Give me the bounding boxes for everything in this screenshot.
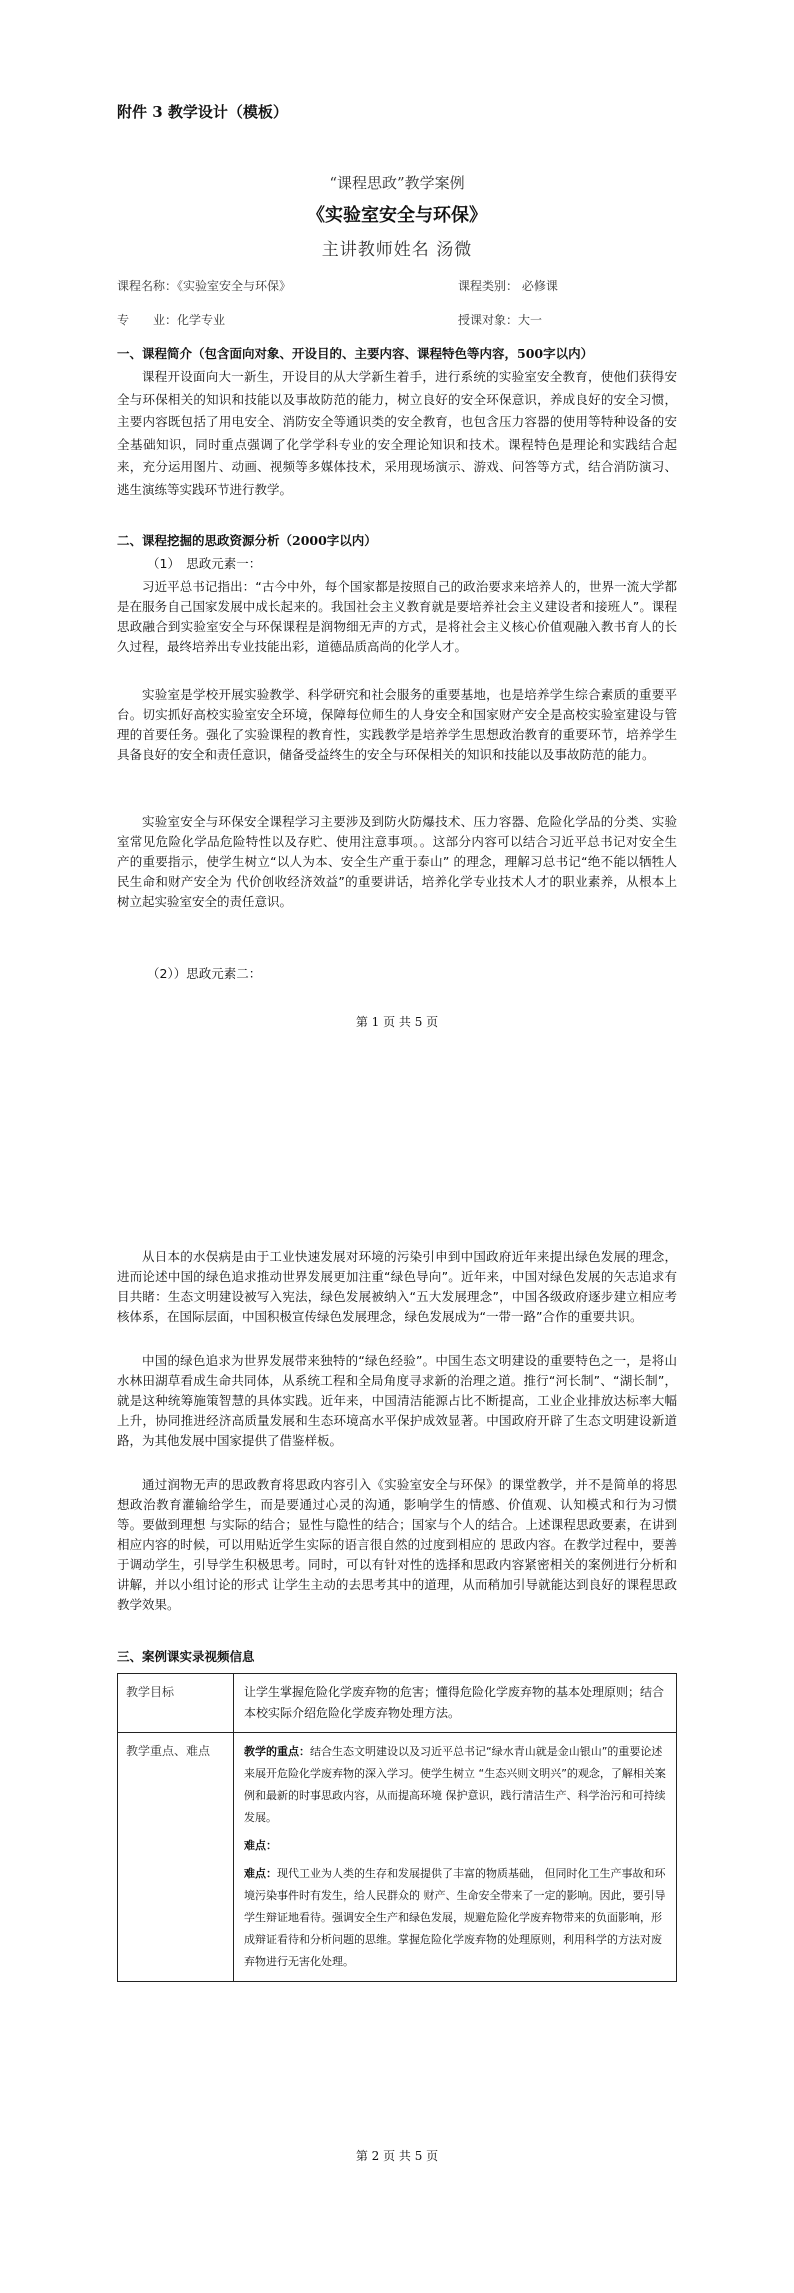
table-row [118, 1674, 677, 1733]
element-1-label: （1） 思政元素一： [147, 556, 262, 571]
page2-para-3: 通过润物无声的思政教育将思政内容引入《实验室安全与环保》的课堂教学，并不是简单的将思想政治教育灌输给学生，而是要通过心灵的沟通，影响学生的情感、价值观、认知模式和行为习惯等。要做到理想 与实际的结合；显性与隐性的结合；国家与个人的结合。上述课程思政要素，在讲到相应内容的时候，可以用贴近学生实际的语言很自然的过度到相应的 思政内容。在教学过程中，要善于调动学生，引导学生积极思考。同时，可以有针对性的选择和思政内容紧密相关的案例进行分析和讲解，并以小组讨论的形式 让学生主动的去思考其中的道理，从而稍加引导就能达到良好的课程思政教学效果。 [117, 1477, 677, 1612]
element-1-para-1: 习近平总书记指出：“古今中外，每个国家都是按照自己的政治要求来培养人的，世界一流大学都是在服务自己国家发展中成长起来的。我国社会主义教育就是要培养社会主义建设者和接班人”。课程思政融合到实验室安全与环保课程是润物细无声的方式，是将社会主义核心价值观融入教书育人的长久过程，最终培养出专业技能出彩，道德品质高尚的化学人才。 [117, 579, 677, 654]
focus-text: 结合生态文明建设以及习近平总书记“绿水青山就是金山银山”的重要论述来展开危险化学废弃物的深入学习。使学生树立 “生态兴则文明兴”的观念，了解相关案例和最新的时事思政内容，从而提高环境 保护意识，践行清洁生产、科学治污和可持续发展。 [244, 1745, 666, 1824]
teaching-goal-label: 教学目标 [118, 1674, 234, 1733]
course-title: 《实验室安全与环保》 [307, 205, 487, 226]
page-1-footer: 第 1 页 共 5 页 [355, 1015, 439, 1029]
focus-difficulty-label: 教学重点、难点 [118, 1733, 234, 1982]
course-intro-text: 课程开设面向大一新生，开设目的从大学新生着手，进行系统的实验室安全教育，使他们获得安全与环保相关的知识和技能以及事故防范的能力，树立良好的安全环保意识，养成良好的安全习惯，主要内容既包括了用电安全、消防安全等通识类的安全教育，也包含压力容器的使用等特种设备的安全基础知识，同时重点强调了化学学科专业的安全理论知识和技术。课程特色是理论和实践结合起来，充分运用图片、动画、视频等多媒体技术，采用现场演示、游戏、问答等方式，结合消防演习、逃生演练等实践环节进行教学。 [117, 369, 677, 497]
course-type: 课程类别： 必修课 [458, 279, 558, 293]
element-1-para-2: 实验室是学校开展实验教学、科学研究和社会服务的重要基地，也是培养学生综合素质的重要平台。切实抓好高校实验室安全环境，保障每位师生的人身安全和国家财产安全是高校实验室建设与管理的首要任务。强化了实验课程的教育性，实践教学是培养学生思想政治教育的重要环节，培养学生具备良好的安全和责任意识，储备受益终生的安全与环保相关的知识和技能以及事故防范的能力。 [117, 687, 677, 762]
course-name: 课程名称：《实验室安全与环保》 [117, 279, 292, 293]
attachment-heading: 附件 3 教学设计（模板） [117, 103, 288, 121]
case-subtitle: “课程思政”教学案例 [329, 174, 465, 192]
page2-para-2: 中国的绿色追求为世界发展带来独特的“绿色经验”。中国生态文明建设的重要特色之一，是将山水林田湖草看成生命共同体，从系统工程和全局角度寻求新的治理之道。推行“河长制”、“湖长制”，就是这种统筹施策智慧的具体实践。近年来，中国清洁能源占比不断提高，工业企业排放达标率大幅上升，协同推进经济高质量发展和生态环境高水平保护成效显著。中国政府开辟了生态文明建设新道路，为其他发展中国家提供了借鉴样板。 [117, 1353, 677, 1448]
teacher-name: 主讲教师姓名 汤微 [321, 240, 473, 260]
section-1-heading: 一、课程简介（包含面向对象、开设目的、主要内容、课程特色等内容，500字以内） [117, 346, 594, 361]
page-2 [0, 1147, 794, 2293]
element-2-label: （2））思政元素二： [147, 966, 262, 981]
difficulty-label-inline: 难点： [244, 1867, 277, 1880]
teaching-goal-text: 让学生掌握危险化学废弃物的危害；懂得危险化学废弃物的基本处理原则；结合本校实际介绍危险化学废弃物处理方法。 [234, 1674, 677, 1733]
difficulty-label: 难点： [244, 1839, 277, 1852]
case-info-table [117, 1673, 677, 1982]
major: 专 业：化学专业 [117, 313, 226, 327]
section-2-heading: 二、课程挖掘的思政资源分析（2000字以内） [117, 533, 377, 548]
table-row [118, 1733, 677, 1982]
section-3-heading: 三、案例课实录视频信息 [117, 1649, 255, 1664]
focus-label: 教学的重点： [244, 1745, 310, 1758]
focus-difficulty-cell [234, 1733, 677, 1982]
element-1-para-3: 实验室安全与环保安全课程学习主要涉及到防火防爆技术、压力容器、危险化学品的分类、实验室常见危险化学品危险特性以及存贮、使用注意事项。。这部分内容可以结合习近平总书记对安全生 产的重要指示，使学生树立“以人为本、安全生产重于泰山” 的理念，理解习总书记“绝不能以牺牲人民生命和财产安全为 代价创收经济效益”的重要讲话，培养化学专业技术人才的职业素养，从根本上树立起实验室安全的责任意识。 [117, 814, 677, 909]
page-2-footer: 第 2 页 共 5 页 [355, 2149, 439, 2163]
difficulty-text: 现代工业为人类的生存和发展提供了丰富的物质基础， 但同时化工生产事故和环境污染事件时有发生，给人民群众的 财产、生命安全带来了一定的影响。因此，要引导学生辩证地看待。强调安全生产和绿色发展，规避危险化学废弃物带来的负面影响，形成辩证看待和分析问题的思维。掌握危险化学废弃物的处理原则，利用科学的方法对废弃物进行无害化处理。 [244, 1867, 666, 1968]
teaching-target: 授课对象：大一 [458, 313, 543, 327]
page2-para-1: 从日本的水俣病是由于工业快速发展对环境的污染引申到中国政府近年来提出绿色发展的理念，进而论述中国的绿色追求推动世界发展更加注重“绿色导向”。近年来，中国对绿色发展的矢志追求有目共睹：生态文明建设被写入宪法，绿色发展被纳入“五大发展理念”，中国各级政府逐步建立相应考核体系，在国际层面，中国积极宣传绿色发展理念，绿色发展成为“一带一路”合作的重要共识。 [117, 1249, 677, 1324]
